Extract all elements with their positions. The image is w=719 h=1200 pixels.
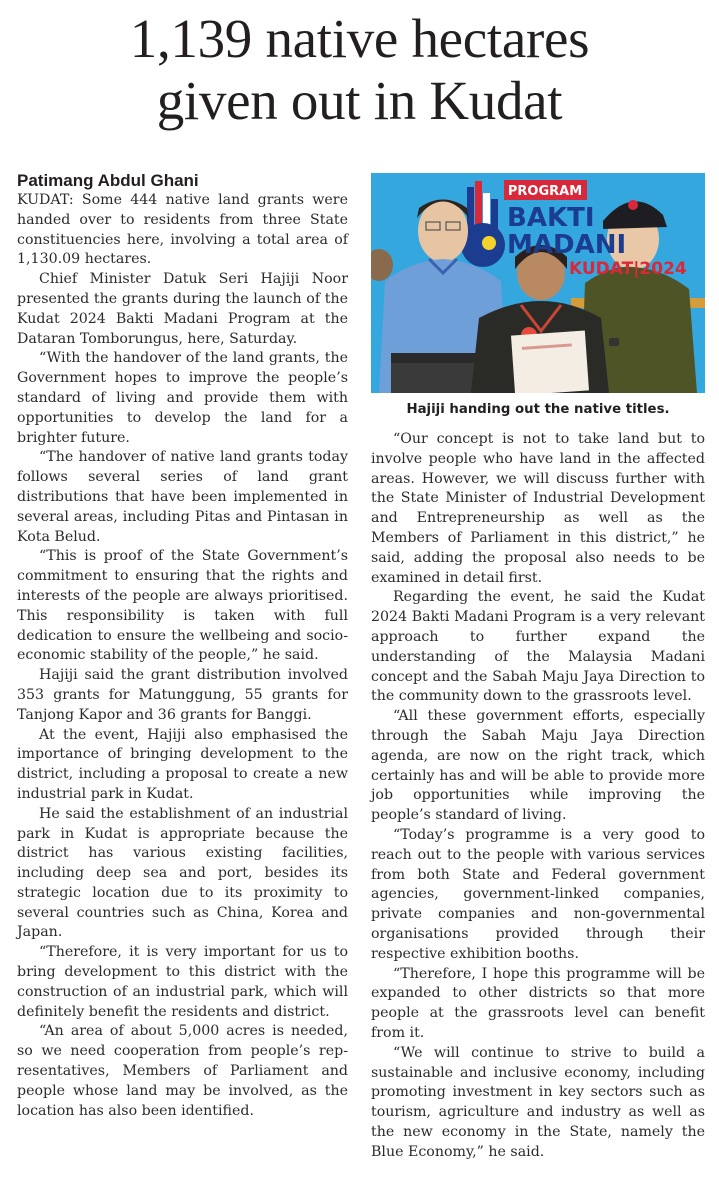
backdrop-program-text: PROGRAM — [507, 184, 583, 199]
backdrop-bakti-text: BAKTI — [507, 203, 595, 233]
paragraph: “Our concept is not to take land but to involve people who have land in the affected areas. However, we will discuss further with the State Minister of Industrial Development and Entrepreneurship as well as the Members of Parliament in this district,” he said, adding the proposal also needs to be examined in detail first. — [371, 431, 705, 586]
paragraph: “This is proof of the State Government’s commitment to ensuring that the rights and interests of the people are always prioritised. This responsibility is taken with full dedication to ensure the wellbeing and socio-economic stability of the people,” he said. — [17, 548, 348, 664]
paragraph: “With the handover of the land grants, the Government hopes to improve the people’s standard of living and provide them with opportunities to develop the land for a brighter future. — [17, 350, 348, 446]
paragraph: Regarding the event, he said the Kudat 2024 Bakti Madani Program is a very relevant approach to further expand the understanding of the Malaysia Madani concept and the Sabah Maju Jaya Direction to the community down to the grassroots level. — [371, 589, 705, 705]
paragraph: “Therefore, it is very important for us to bring development to this district with the construction of an industrial park, which will definitely benefit the residents and district. — [17, 944, 348, 1020]
paragraph: “The handover of native land grants today follows several series of land grant distributions that have been implemented in several areas, including Pitas and Pintasan in Kota Belud. — [17, 449, 348, 545]
paragraph: Chief Minister Datuk Seri Hajiji Noor presented the grants during the launch of the Kudat 2024 Bakti Madani Program at the Dataran Tomborungus, here, Saturday. — [17, 271, 348, 347]
paragraph: Hajiji said the grant distribution involved 353 grants for Matunggung, 55 grants for Tanjong Kapor and 36 grants for Banggi. — [17, 667, 348, 723]
news-photo — [371, 173, 705, 393]
paragraph: He said the establishment of an industrial park in Kudat is appropriate because the district has various existing facilities, including deep sea and port, besides its strategic location due to its proximity to several countries such as China, Korea and Japan. — [17, 805, 348, 941]
paragraph: KUDAT: Some 444 native land grants were handed over to residents from three State constituencies here, involving a total area of 1,130.09 hectares. — [17, 192, 348, 268]
byline: Patimang Abdul Ghani — [17, 171, 199, 190]
headline-line-2: given out in Kudat — [156, 70, 563, 131]
article-right-column — [371, 430, 705, 1162]
certificate — [511, 330, 589, 393]
headline-line-1: 1,139 native hectares — [129, 8, 590, 69]
article-left-column — [17, 171, 348, 1121]
paragraph: At the event, Hajiji also emphasised the importance of bringing development to the district, including a proposal to create a new industrial park in Kudat. — [17, 726, 348, 802]
backdrop-madani-text: MADANI — [507, 230, 627, 260]
paragraph: “Today’s programme is a very good to reach out to the people with various services from both State and Federal government agencies, government-linked companies, private companies and non-governmental organisations provided through their respective exhibition booths. — [371, 826, 705, 962]
photo-illustration — [371, 173, 705, 393]
headline — [0, 8, 719, 132]
paragraph: “An area of about 5,000 acres is needed, so we need cooperation from people’s representatives, Members of Parliament and people whose land may be involved, as the location has also been identified. — [17, 1023, 348, 1119]
photo-caption: Hajiji handing out the native titles. — [406, 402, 670, 417]
paragraph: “All these government efforts, especially through the Sabah Maju Jaya Direction agenda, are now on the right track, which certainly has and will be able to provide more job opportunities while improving the people’s standard of living. — [371, 708, 705, 824]
paragraph: “We will continue to strive to build a sustainable and inclusive economy, including promoting investment in key sectors such as tourism, agriculture and industry as well as the new economy in the State, namely the Blue Economy,” he said. — [371, 1044, 705, 1160]
backdrop-kudat-text: KUDAT|2024 — [569, 259, 687, 279]
paragraph: “Therefore, I hope this programme will be expanded to other districts so that more people at the grassroots level can benefit from it. — [371, 965, 705, 1041]
